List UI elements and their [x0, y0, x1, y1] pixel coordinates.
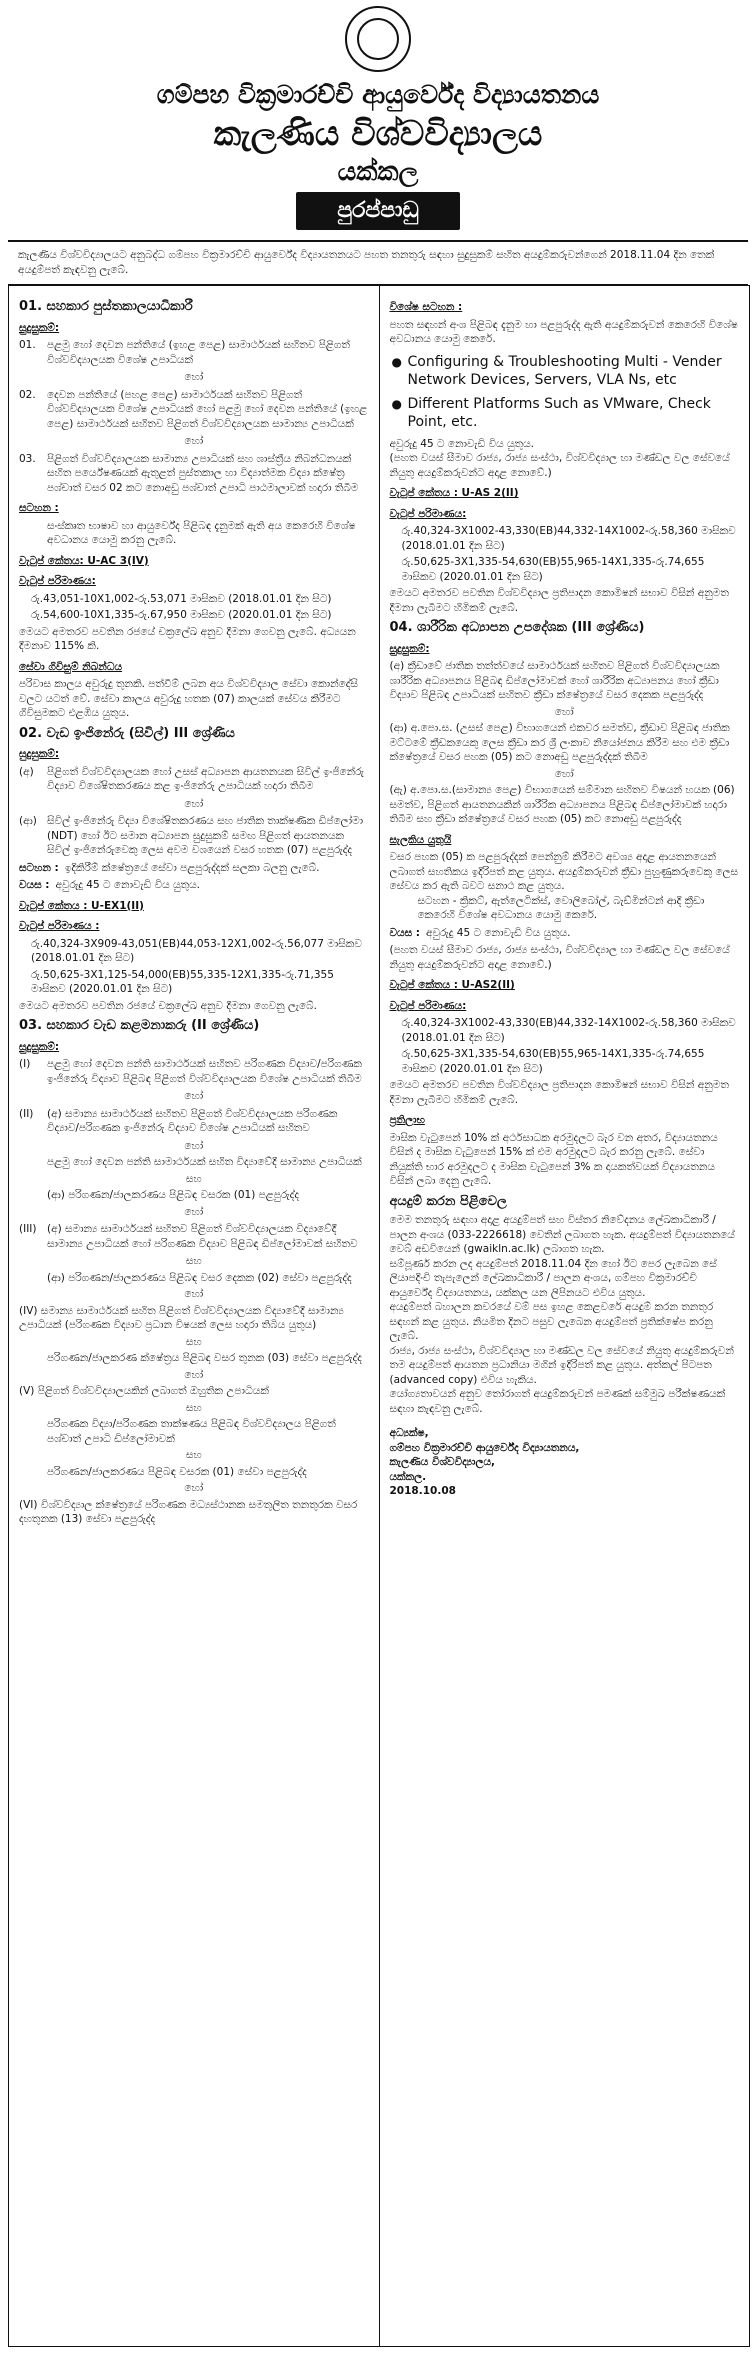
age-row: වයස : අවුරුදු 45 ට නොවැඩි විය යුතුය.: [19, 879, 201, 891]
qualification-item: (III) (අ) සමාන්‍ය සාමාර්ථයක් සහිතව පිළිගත් විශ්වවිද්‍යාලයක විද්‍යාවේදී සාමාන්‍ය උපාධියක් හෝ පරිගණක විද්‍යාව පිළිබඳ ඩිප්ලෝමාවක් සහිතව: [19, 1223, 358, 1250]
salary-scale-label: වැටුප් පරිමාණය :: [19, 920, 100, 932]
qualification-subitem: (ආ) පරිගණන/ජාලකරණය පිළිබඳ වසරක (01) පළපුරුද්ද: [47, 1189, 299, 1201]
right-column: [379, 286, 750, 2346]
skill-bullet: ● Different Platforms Such as VMware, Check Point, etc.: [408, 395, 740, 431]
bond-text: පරිවාස කාලය අවුරුදු තුනකි. පත්වීම් ලබන අය විශ්වවිද්‍යාල සේවා කොන්දේසි වලට යටත් වේ. සේවා කාලය අවුරුදු හතක (07) කාලයක් සේවය කිරීමට ගිවිසුමකට එළඹිය යුතුය.: [19, 678, 358, 719]
qualification-item: (ආ) සිවිල් ඉංජිනේරු විද්‍යා විශේෂිතකරණය සහ ජාතික තාක්ෂණික ඩිප්ලෝමා (NDT) හෝ ඊට සමාන අධ්‍යාපන සුදුසුකම් සමඟ පිළිගත් ආයතනයක සිවිල් ඉංජිනේරුවෙකු ලෙස අවම වශයෙන් වසර හතක (07) පළපුරුද්ද: [19, 815, 364, 856]
section-title: 04. ශාරීරික අධ්‍යාපන උපදේශක (III ශ්‍රේණිය): [389, 620, 645, 635]
skill-bullet: ● Configuring & Troubleshooting Multi - Vender Network Devices, Servers, VLA Ns, etc: [408, 353, 740, 389]
special-note: පහත සඳහන් අංශ පිළිබඳ දැනුම හා පළපුරුද්ද ඇති අයදුම්කරුවන් කෙරෙහි විශේෂ අවධානය යොමු කෙරේ.: [389, 318, 738, 345]
or-text: හෝ: [184, 797, 204, 810]
and-text: සහ: [185, 1335, 202, 1348]
qualifications-label: සුදුසුකම්:: [19, 321, 60, 334]
section-title: 02. වැඩ ඉංජිනේරු (සිවිල්) III ශ්‍රේණිය: [19, 725, 235, 741]
age-row: වයස : අවුරුදු 45 ට නොවැඩි විය යුතුය.: [389, 926, 571, 939]
or-text: හෝ: [554, 705, 574, 718]
or-text: හෝ: [184, 371, 204, 383]
university-logo-icon: [345, 6, 411, 72]
place-name: යක්කල: [337, 157, 419, 187]
note-row: සටහන : ඉදිකිරීම් ක්ෂේත්‍රයේ සේවා පළපුරුද්දක් සලකා බලනු ලැබේ.: [19, 861, 320, 874]
section-title: 03. සහකාර වැඩ කළමනාකරු (II ශ්‍රේණිය): [19, 1018, 260, 1033]
university-name: කැලණිය විශ්වවිද්‍යාලය: [213, 114, 543, 154]
qualification-item: (V) පිළිගත් විශ්වවිද්‍යාලයකින් ලබාගත් ඔහුතික උපාධියක්: [19, 1385, 269, 1397]
salary-scale-label: වැටුප් පරිමාණය:: [19, 575, 96, 587]
signature-block: අධ්‍යක්ෂ, ගම්පහ වික්‍රමාරච්චි ආයුර්වේද විද්‍යායතනය, කැලණිය විශ්වවිද්‍යාලය, යක්කල.: [389, 1427, 580, 1483]
qualifications-label: සුදුසුකම්:: [19, 748, 60, 760]
preference-note: සටහන - ක්‍රිකට්, ඇත්ලෙටික්ස්, වොලිබෝල්, බැඩ්මින්ටන් ආදි ක්‍රීඩා කෙරෙහි විශේෂ අවධානය යොමු කෙරේ.: [417, 894, 705, 921]
qualifications-label: සුදුසුකම්:: [19, 1040, 60, 1053]
qualification-item: (ආ) අ.පො.ස. (උසස් පෙළ) විභාගයෙන් එකවර සමත්ව, ක්‍රීඩාව පිළිබඳ ජාතික මට්ටමේ ක්‍රීඩකයෙකු ලෙස ක්‍රීඩා කර ශ්‍රී ලංකාව නියෝජනය කිරීම සහ එම ක්‍රීඩා ක්ෂේත්‍රයේ වසර පහක (05) කට නොඅඩු පළපුරුද්දක් තිබීම: [389, 722, 730, 763]
bond-label: සේවා ගිවිසුම් නිබන්ධය: [19, 660, 123, 673]
qualification-item: (අ) ක්‍රීඩාවේ ජාතික තත්ත්වයේ සාමාර්ථයක් සහිතව පිළිගත් විශ්වවිද්‍යාලයක ශාරීරික අධ්‍යාපනය පිළිබඳ ඩිප්ලෝමාවක් හෝ ශාරීරික අධ්‍යාපනය හෝ ක්‍රීඩා විද්‍යාව පිළිබඳ උපාධියක් සහිතව ක්‍රීඩා ක්ෂේත්‍රයේ වසර දෙකක පළපුරුද්ද: [389, 660, 720, 701]
salary-note: මෙයට අමතරව පවතින විශ්වවිද්‍යාල ප්‍රතිපාදන කොමිෂන් සභාව විසින් අනුමත දීමනා ලැබීමට හිමිකම් ලැබේ.: [389, 1079, 729, 1106]
qualification-subitem: පරිගණක විද්‍යා/පරිගණක තාක්ෂණය පිළිබඳ විශ්වවිද්‍යාලය පිළිගත් පශ්චාත් උපාධි ඩිප්ලෝමාවක්: [47, 1418, 336, 1445]
qualification-item: (IV) සමාන්‍ය සාමාර්ථයක් සහිත පිළිගත් විශ්වවිද්‍යාලයක විද්‍යාවේදී සාමාන්‍ය උපාධියක් (පරිගණක විද්‍යාව ප්‍රධාන විෂයක් ලෙස හදාරා තිබිය යුතුය): [19, 1304, 344, 1331]
age-text: අවුරුදු 45 ට නොවැඩි විය යුතුය.: [389, 437, 535, 450]
salary-note: මෙයට අමතරව පවතින රජයේ චක්‍රලේඛ අනුව දීමනා ගෙවනු ලැබේ.: [19, 999, 317, 1012]
institute-name: ගම්පහ වික්‍රමාරච්චි ආයුර්වේද විද්‍යායතනය: [156, 80, 600, 109]
qualification-item: 02. දෙවන පන්තියේ (පහළ පෙළ) සාමාර්ථයක් සහිතව පිළිගත් විශ්වවිද්‍යාලයක විශේෂ උපාධියක් හෝ පළමු හෝ දෙවන පන්තියේ (ඉහළ පෙළ) සාමාර්ථයක් සහිතව පිළිගත් විශ්වවිද්‍යාලයක සාමාන්‍ය උපාධියක්: [19, 388, 368, 430]
intro-text: කැලණිය විශ්වවිද්‍යාලයට අනුබද්ධ ගම්පහ වික්‍රමාරච්චි ආයුර්වේද විද්‍යායතනයට පහත තනතුරු සඳහා සුදුසුකම් සහිත අයදුම්කරුවන්ගෙන් 2018.11.04 දින තෙක් අයදුම්පත් කැඳවනු ලැබේ.: [8, 240, 748, 285]
notice-date: 2018.10.08: [389, 1485, 456, 1497]
benefits-text: මාසික වැටුපෙන් 10% ක් අර්ථසාධක අරමුදලට බැර වන අතර, විද්‍යායතනය විසින් ද මාසික වැටුපෙන් 15% ක් එම අරමුදලට බැර කරනු ලැබේ. සේවා නියුක්ති භාර අරමුදලට ද මාසික වැටුපෙන් 3% ක දායකත්වයක් විද්‍යායතනය විසින් ලබා දෙනු ලැබේ.: [389, 1131, 718, 1187]
vacancies-banner: පුරප්පාඩු: [296, 192, 460, 230]
qualification-item: 01. පළමු හෝ දෙවන පන්තියේ (ඉහළ පෙළ) සාමාර්ථයක් සහිතව පිළිගත් විශ්වවිද්‍යාලයක විශේෂ උපාධියක්: [19, 339, 350, 366]
age-note: (පහත වයස් සීමාව රාජ්‍ය, රාජ්‍ය සංස්ථා, විශ්වවිද්‍යාල හා මණ්ඩල වල සේවයේ නියුතු අයදුම්කරුවන්ට අදාළ නොවේ.): [389, 452, 730, 479]
qualification-item: (VI) විශ්වවිද්‍යාල ක්ෂේත්‍රයේ පරිගණක මධ්‍යස්ථානක සමතුලිත තනතුරක වසර දහතුනක (13) සේවා පළපුරුද්ද: [19, 1498, 358, 1525]
or-text: හෝ: [184, 1205, 204, 1218]
salary-scale: රු.54,600-10X1,335-රු.67,950 මාසිකව (2020.01.01 දින සිට): [31, 609, 332, 621]
qualification-subitem: (ආ) පරිගණන/ජාලකරණය පිළිබඳ වසර දෙකක (02) සේවා පළපුරුද්ද: [47, 1271, 352, 1284]
application-text: සම්පූර්ණ කරන ලද අයදුම්පත් 2018.11.04 දින හෝ ඊට පෙර ලැබෙන සේ ලියාපදිංචි තැපැලෙන් ලේඛකාධිකාරී / පාලන අංශය, ගම්පහ වික්‍රමාරච්චි ආයුර්වේද විද්‍යායතනය, යක්කල යන ලිපිනයට එවිය යුතුය.: [389, 1257, 717, 1299]
application-text: අයදුම්පත් බහාලන කවරයේ වම් පස ඉහළ කෙළවරේ අයදුම් කරන තනතුර සඳහන් කළ යුතුය. නියමිත දිනට පසුව ලැබෙන අයදුම්පත් ප්‍රතික්ෂේප කරනු ලැබේ.: [389, 1301, 714, 1342]
section-title: 01. සහකාර පුස්තකාලයාධිකාරී: [19, 299, 193, 314]
qualification-subitem: පරිගණන/ජාලකරණ ක්ෂේත්‍රය පිළිබඳ වසර තුනක (03) සේවා පළපුරුද්ද: [47, 1352, 362, 1364]
salary-scale: රු.40,324-3X1002-43,330(EB)44,332-14X1002-රු.58,360 මාසිකව (2018.01.01 දින සිට): [401, 1017, 736, 1044]
or-text: හෝ: [554, 767, 574, 780]
preference-label: සැලකිය යුතුයි: [389, 833, 452, 846]
salary-note: මෙයට අමතරව පවතින රජයේ චක්‍රලේඛ අනුව දීමනා ගෙවනු ලැබේ. අධ්‍යයන දීමනාව 115% කි.: [19, 625, 356, 652]
salary-scale: රු.43,051-10X1,002-රු.53,071 මාසිකව (2018.01.01 දින සිට): [31, 592, 332, 605]
left-column: [9, 286, 379, 2346]
application-text: රාජ්‍ය, රාජ්‍ය සංස්ථා, විශ්වවිද්‍යාල හා මණ්ඩල වල සේවයේ නියුතු අයදුම්කරුවන් තම අයදුම්පත් ආයතන ප්‍රධානියා මගින් ඉදිරිපත් කළ යුතුය. අත්කල් පිටපත (advanced copy) එවිය හැකිය.: [389, 1344, 734, 1386]
and-text: සහ: [185, 1401, 202, 1414]
benefits-label: ප්‍රතිලාභ: [389, 1114, 425, 1126]
salary-scale-label: වැටුප් පරිමාණය:: [389, 507, 467, 520]
note-text: සංස්කෘත භාෂාව හා ආයුර්වේද පිළිබඳ දැනුමක් ඇති අය කෙරෙහි විශේෂ අවධානය යොමු කරනු ලැබේ.: [47, 519, 356, 546]
qualification-item: (I) පළමු හෝ දෙවන පන්ති සාමාර්ථයක් සහිතව පරිගණක විද්‍යාව/පරිගණක ඉංජිනේරු විද්‍යාව පිළිබඳ පිළිගත් විශ්වවිද්‍යාලයක විශේෂ උපාධියක් තිබීම: [19, 1058, 362, 1085]
salary-code: වැටුප් කේතය : U-EX1(II): [19, 899, 144, 912]
or-text: හෝ: [184, 1288, 204, 1300]
qualification-subitem: පළමු හෝ දෙවන පන්ති සාමාර්ථයක් සහිත විද්‍යාවේදී සාමාන්‍ය උපාධියක්: [47, 1156, 362, 1168]
salary-scale: රු.40,324-3X909-43,051(EB)44,053-12X1,002-රු.56,077 මාසිකව (2018.01.01 දින සිට): [31, 937, 362, 964]
preference-text: වසර පහක (05) ක පළපුරුද්දක් පෙන්නුම් කිරීමට අවශ්‍ය අදාළ ආයතනයෙන් ලබාගත් සහතිකය ඉදිරිපත් කළ යුතුය. අයදුම්කරුවන් ක්‍රීඩා පුහුණුකරුවෙකු ලෙස සේවය කර ඇති බවට සනාථ කළ යුතුය.: [389, 851, 739, 892]
note-label: සටහන :: [19, 502, 59, 514]
salary-scale: රු.50,625-3X1,335-54,630(EB)55,965-14X1,335-රු.74,655 මාසිකව (2020.01.01 දින සිට): [401, 1048, 705, 1075]
application-text: මෙම තනතුරු සඳහා අදාළ අයදුම්පත් සහ විස්තර නිවේදනය ලේඛකාධිකාරී / පාලන අංශය (033-2226618) වෙතින් ලබාගත හැක. අයදුම්පත් විද්‍යායතනයේ වෙබ් අඩවියෙන් (gwaikln.ac.lk) ලබාගත හැක.: [389, 1214, 735, 1255]
salary-scale: රු.40,324-3X1002-43,330(EB)44,332-14X1002-රු.58,360 මාසිකව (2018.01.01 දින සිට): [401, 525, 736, 552]
or-text: හෝ: [184, 1090, 204, 1102]
salary-code: වැටුප් කේතය: U-AC 3(IV): [19, 554, 149, 567]
qualification-item: (II) (අ) සමාන්‍ය සාමාර්ථයක් සහිතව පිළිගත් විශ්වවිද්‍යාලයක පරිගණක විද්‍යාව/පරිගණක ඉංජිනේරු විද්‍යාව විශේෂ උපාධියක් සහිතව: [19, 1107, 338, 1134]
special-note-label: විශේෂ සටහන :: [389, 301, 463, 313]
application-method-title: අයදුම් කරන පිළිවෙල: [389, 1193, 507, 1209]
salary-code: වැටුප් කේතය : U-AS 2(II): [389, 487, 519, 499]
salary-code: වැටුප් කේතය : U-AS2(II): [389, 979, 515, 991]
content-columns: [8, 285, 750, 2347]
salary-scale-label: වැටුප් පරිමාණය:: [389, 999, 467, 1012]
and-text: සහ: [185, 1172, 202, 1185]
header: [0, 0, 756, 230]
application-text: යෝග්‍යතාවයන් අනුව තෝරාගත් අයදුම්කරුවන් පමණක් සම්මුඛ පරීක්ෂණයක් සඳහා කැඳවනු ලැබේ.: [389, 1388, 726, 1415]
salary-scale: රු.50,625-3X1,125-54,000(EB)55,335-12X1,335-රු.71,355 මාසිකව (2020.01.01 දින සිට): [31, 968, 334, 995]
qualifications-label: සුදුසුකම්:: [389, 642, 430, 655]
qualification-item: (ඇ) අ.පො.ස.(සාමාන්‍ය පෙළ) විභාගයෙන් සම්මාන සහිතව විෂයන් හයක (06) සමත්ව, පිළිගත් ආයතනයකින් ශාරීරික අධ්‍යාපනය පිළිබඳ ඩිප්ලෝමාවක් හදාරා තිබීම සහ ක්‍රීඩා ක්ෂේත්‍රයේ වසර පහක (05) කට නොඅඩු පළපුරුද්ද: [389, 784, 735, 825]
qualification-item: (අ) පිළිගත් විශ්වවිද්‍යාලයක හෝ උසස් අධ්‍යාපන ආයතනයක සිවිල් ඉංජිනේරු විද්‍යාව විශේෂිතකරණය කළ ඉංජිනේරු උපාධියක් හදාරා තිබීම: [19, 765, 364, 792]
and-text: සහ: [185, 1255, 202, 1267]
or-text: හෝ: [184, 1139, 204, 1152]
qualification-item: 03. පිළිගත් විශ්වවිද්‍යාලයක සාමාන්‍ය උපාධියක් සහ ශාස්ත්‍රීය නිබන්ධනයක් සහිත පර්යේෂණයක් ඇතුළත් පුස්තකාල හා විද්‍යාත්මක විද්‍යා ක්ෂේත්‍ර පශ්චාත් වසර 02 කට නොඅඩු පශ්චාත් උපාධි පාඨමාලාවක් හදාරා තිබීම: [19, 452, 359, 494]
salary-scale: රු.50,625-3X1,335-54,630(EB)55,965-14X1,335-රු.74,655 මාසිකව (2020.01.01 දින සිට): [401, 556, 705, 583]
or-text: හෝ: [184, 1368, 204, 1381]
and-text: සහ: [185, 1449, 202, 1461]
age-note: (පහත වයස් සීමාව රාජ්‍ය, රාජ්‍ය සංස්ථා, විශ්වවිද්‍යාල හා මණ්ඩල වල සේවයේ නියුතු අයදුම්කරුවන්ට අදාළ නොවේ.): [389, 944, 730, 971]
or-text: හෝ: [184, 435, 204, 447]
or-text: හෝ: [184, 1482, 204, 1494]
qualification-subitem: පරිගණන/ජාලකරණය පිළිබඳ වසරක (01) සේවා පළපුරුද්ද: [47, 1465, 307, 1478]
salary-note: මෙයට අමතරව පවතින විශ්වවිද්‍යාල ප්‍රතිපාදන කොමිෂන් සභාව විසින් අනුමත දීමනා ලැබීමට හිමිකම් ලැබේ.: [389, 587, 729, 614]
